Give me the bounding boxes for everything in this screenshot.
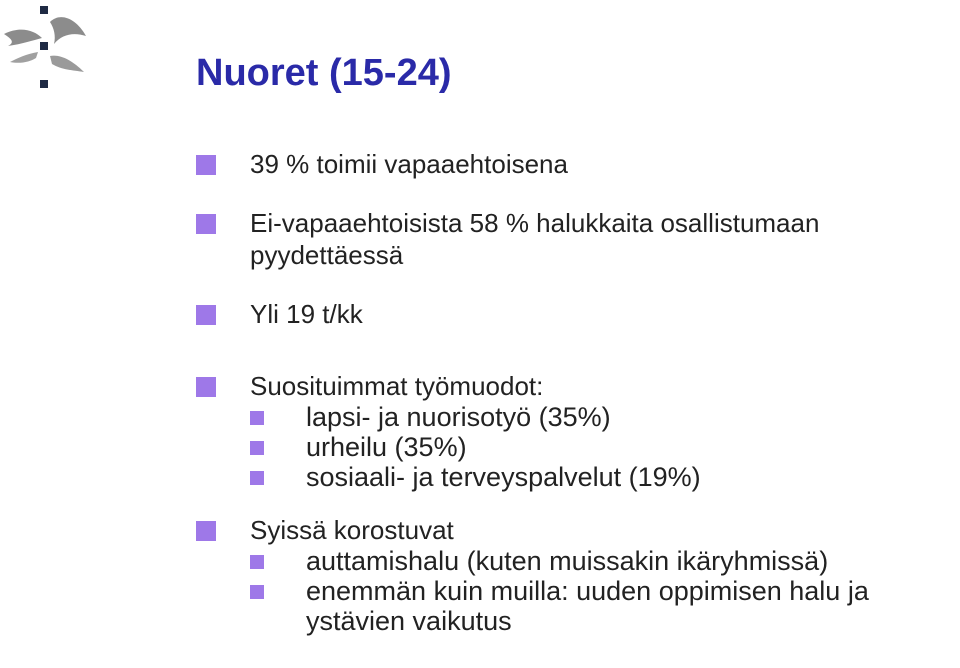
bullet-text: 39 % toimii vapaaehtoisena <box>250 149 568 179</box>
sub-bullet-text: urheilu (35%) <box>306 432 467 462</box>
square-bullet-icon <box>250 411 264 425</box>
square-bullet-icon <box>196 214 216 234</box>
square-bullet-icon <box>196 521 216 541</box>
sub-bullet-list <box>196 546 956 636</box>
bullet-text: Ei-vapaaehtoisista 58 % halukkaita osallistumaan pyydettäessä <box>250 208 820 270</box>
square-bullet-icon <box>196 155 216 175</box>
square-bullet-icon <box>250 471 264 485</box>
bullet-item <box>196 298 956 330</box>
square-bullet-icon <box>196 377 216 397</box>
square-bullet-icon <box>196 305 216 325</box>
bullet-list <box>196 148 956 636</box>
university-logo-icon <box>0 0 100 100</box>
bullet-text: Suosituimmat työmuodot: <box>250 371 544 401</box>
sub-bullet-text: auttamishalu (kuten muissakin ikäryhmissä) <box>306 546 829 576</box>
bullet-item <box>196 207 956 271</box>
bullet-item <box>196 514 956 636</box>
sub-bullet-item <box>250 546 956 576</box>
sub-bullet-item <box>250 462 956 492</box>
sub-bullet-list <box>196 402 956 492</box>
bullet-text: Syissä korostuvat <box>250 515 454 545</box>
bullet-item <box>196 370 956 492</box>
square-bullet-icon <box>250 555 264 569</box>
sub-bullet-item <box>250 402 956 432</box>
sub-bullet-item <box>250 576 960 636</box>
sub-bullet-text: enemmän kuin muilla: uuden oppimisen halu ja ystävien vaikutus <box>306 576 869 636</box>
sub-bullet-text: sosiaali- ja terveyspalvelut (19%) <box>306 462 701 492</box>
sub-bullet-text: lapsi- ja nuorisotyö (35%) <box>306 402 611 432</box>
bullet-text: Yli 19 t/kk <box>250 299 363 329</box>
square-bullet-icon <box>250 441 264 455</box>
sub-bullet-item <box>250 432 956 462</box>
square-bullet-icon <box>250 585 264 599</box>
bullet-item <box>196 148 956 180</box>
slide-title: Nuoret (15-24) <box>196 52 452 94</box>
